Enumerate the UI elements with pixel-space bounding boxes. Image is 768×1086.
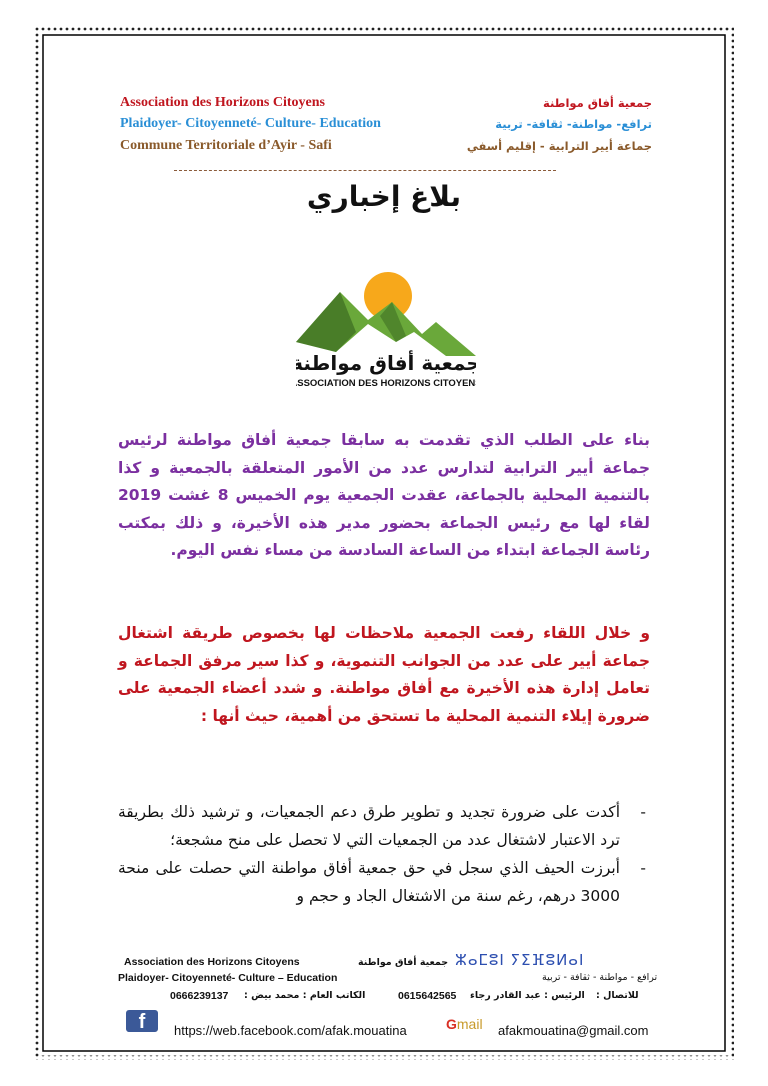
header-fr-name: Association des Horizons Citoyens: [120, 95, 325, 110]
facebook-icon[interactable]: f: [126, 1010, 158, 1032]
paragraph-meeting: بناء على الطلب الذي تقدمت به سابقا جمعية أفاق مواطنة لرئيس جماعة أيير الترابية لتدارس عدد من الأمور المتعلقة بالجمعية و كذا بالتنمية المحلية بالجماعة، عقدت الجمعية يوم الخميس 8 غشت 2019 لقاء لها مع رئيس الجماعة بحضور مدير هذه الأخيرة، و ذلك بمكتب رئاسة الجماعة ابتداء من الساعة السادسة من مساء نفس اليوم.: [118, 431, 651, 559]
header-fr-motto: Plaidoyer- Citoyenneté- Culture- Education: [120, 116, 381, 131]
footer-fr-name: Association des Horizons Citoyens: [124, 956, 300, 968]
list-item: [118, 798, 646, 854]
association-logo: [296, 272, 476, 392]
header-ar-motto: ترافع- مواطنة- ثقافة- تربية: [495, 117, 652, 131]
footer-ar-name: جمعية أفاق مواطنة: [358, 957, 449, 968]
footer-fr-motto: Plaidoyer- Citoyenneté- Culture – Education: [118, 972, 338, 984]
bullet-dash: -: [640, 803, 646, 821]
header-separator: [174, 170, 556, 171]
page-title: بلاغ إخباري: [306, 180, 462, 213]
footer-president-phone: 0615642565: [398, 990, 457, 1002]
footer-contact-label: للاتصال :: [596, 990, 639, 1001]
bullet-text: أبرزت الحيف الذي سجل في حق جمعية أفاق مواطنة التي حصلت على منحة 3000 درهم، رغم سنة من الاشتغال الجاد و حجم و: [118, 859, 620, 905]
facebook-link[interactable]: https://web.facebook.com/afak.mouatina: [174, 1023, 407, 1038]
list-item: [118, 854, 646, 910]
footer-tifinagh: ⵣⴰⵎⵓⵏ ⵢⵉⴼⵓⵍⴰⵏ: [455, 951, 585, 969]
paragraph-remarks: و خلال اللقاء رفعت الجمعية ملاحظات لها بخصوص طريقة اشتغال جماعة أيير على عدد من الجوانب التنموية، و كذا سير مرفق الجماعة و تعامل إدارة هذه الأخيرة مع أفاق مواطنة. و شدد أعضاء الجمعية على ضرورة إيلاء التنمية المحلية ما تستحق من أهمية، حيث أنها :: [118, 624, 650, 725]
bullet-text: أكدت على ضرورة تجديد و تطوير طرق دعم الجمعيات، و ترشيد ذلك بطريقة ترد الاعتبار لاشتغال عدد من الجمعيات التي لا تحصل على منح مشجعة؛: [118, 803, 620, 849]
header-ar-commune: جماعة أيير الترابية - إقليم أسفي: [466, 139, 652, 153]
header-ar-name: جمعية أفاق مواطنة: [542, 96, 652, 110]
gmail-icon[interactable]: Gmail: [446, 1016, 483, 1032]
svg-text:جمعية أفاق مواطنة: جمعية أفاق مواطنة: [296, 351, 476, 375]
email-link[interactable]: afakmouatina@gmail.com: [498, 1023, 649, 1038]
gmail-label: mail: [456, 1016, 483, 1032]
footer-president: الرئيس : عبد القادر رجاء: [470, 990, 585, 1001]
footer-secretary: الكاتب العام : محمد بيض :: [244, 990, 366, 1001]
svg-text:ASSOCIATION DES HORIZONS CITOY: ASSOCIATION DES HORIZONS CITOYENS: [296, 378, 476, 389]
bullet-list: [118, 798, 646, 910]
footer-ar-motto: ترافع - مواطنة - ثقافة - تربية: [542, 972, 658, 983]
header-fr-commune: Commune Territoriale d’Ayir - Safi: [120, 138, 332, 153]
footer-secretary-phone: 0666239137: [170, 990, 229, 1002]
bullet-dash: -: [640, 859, 646, 877]
